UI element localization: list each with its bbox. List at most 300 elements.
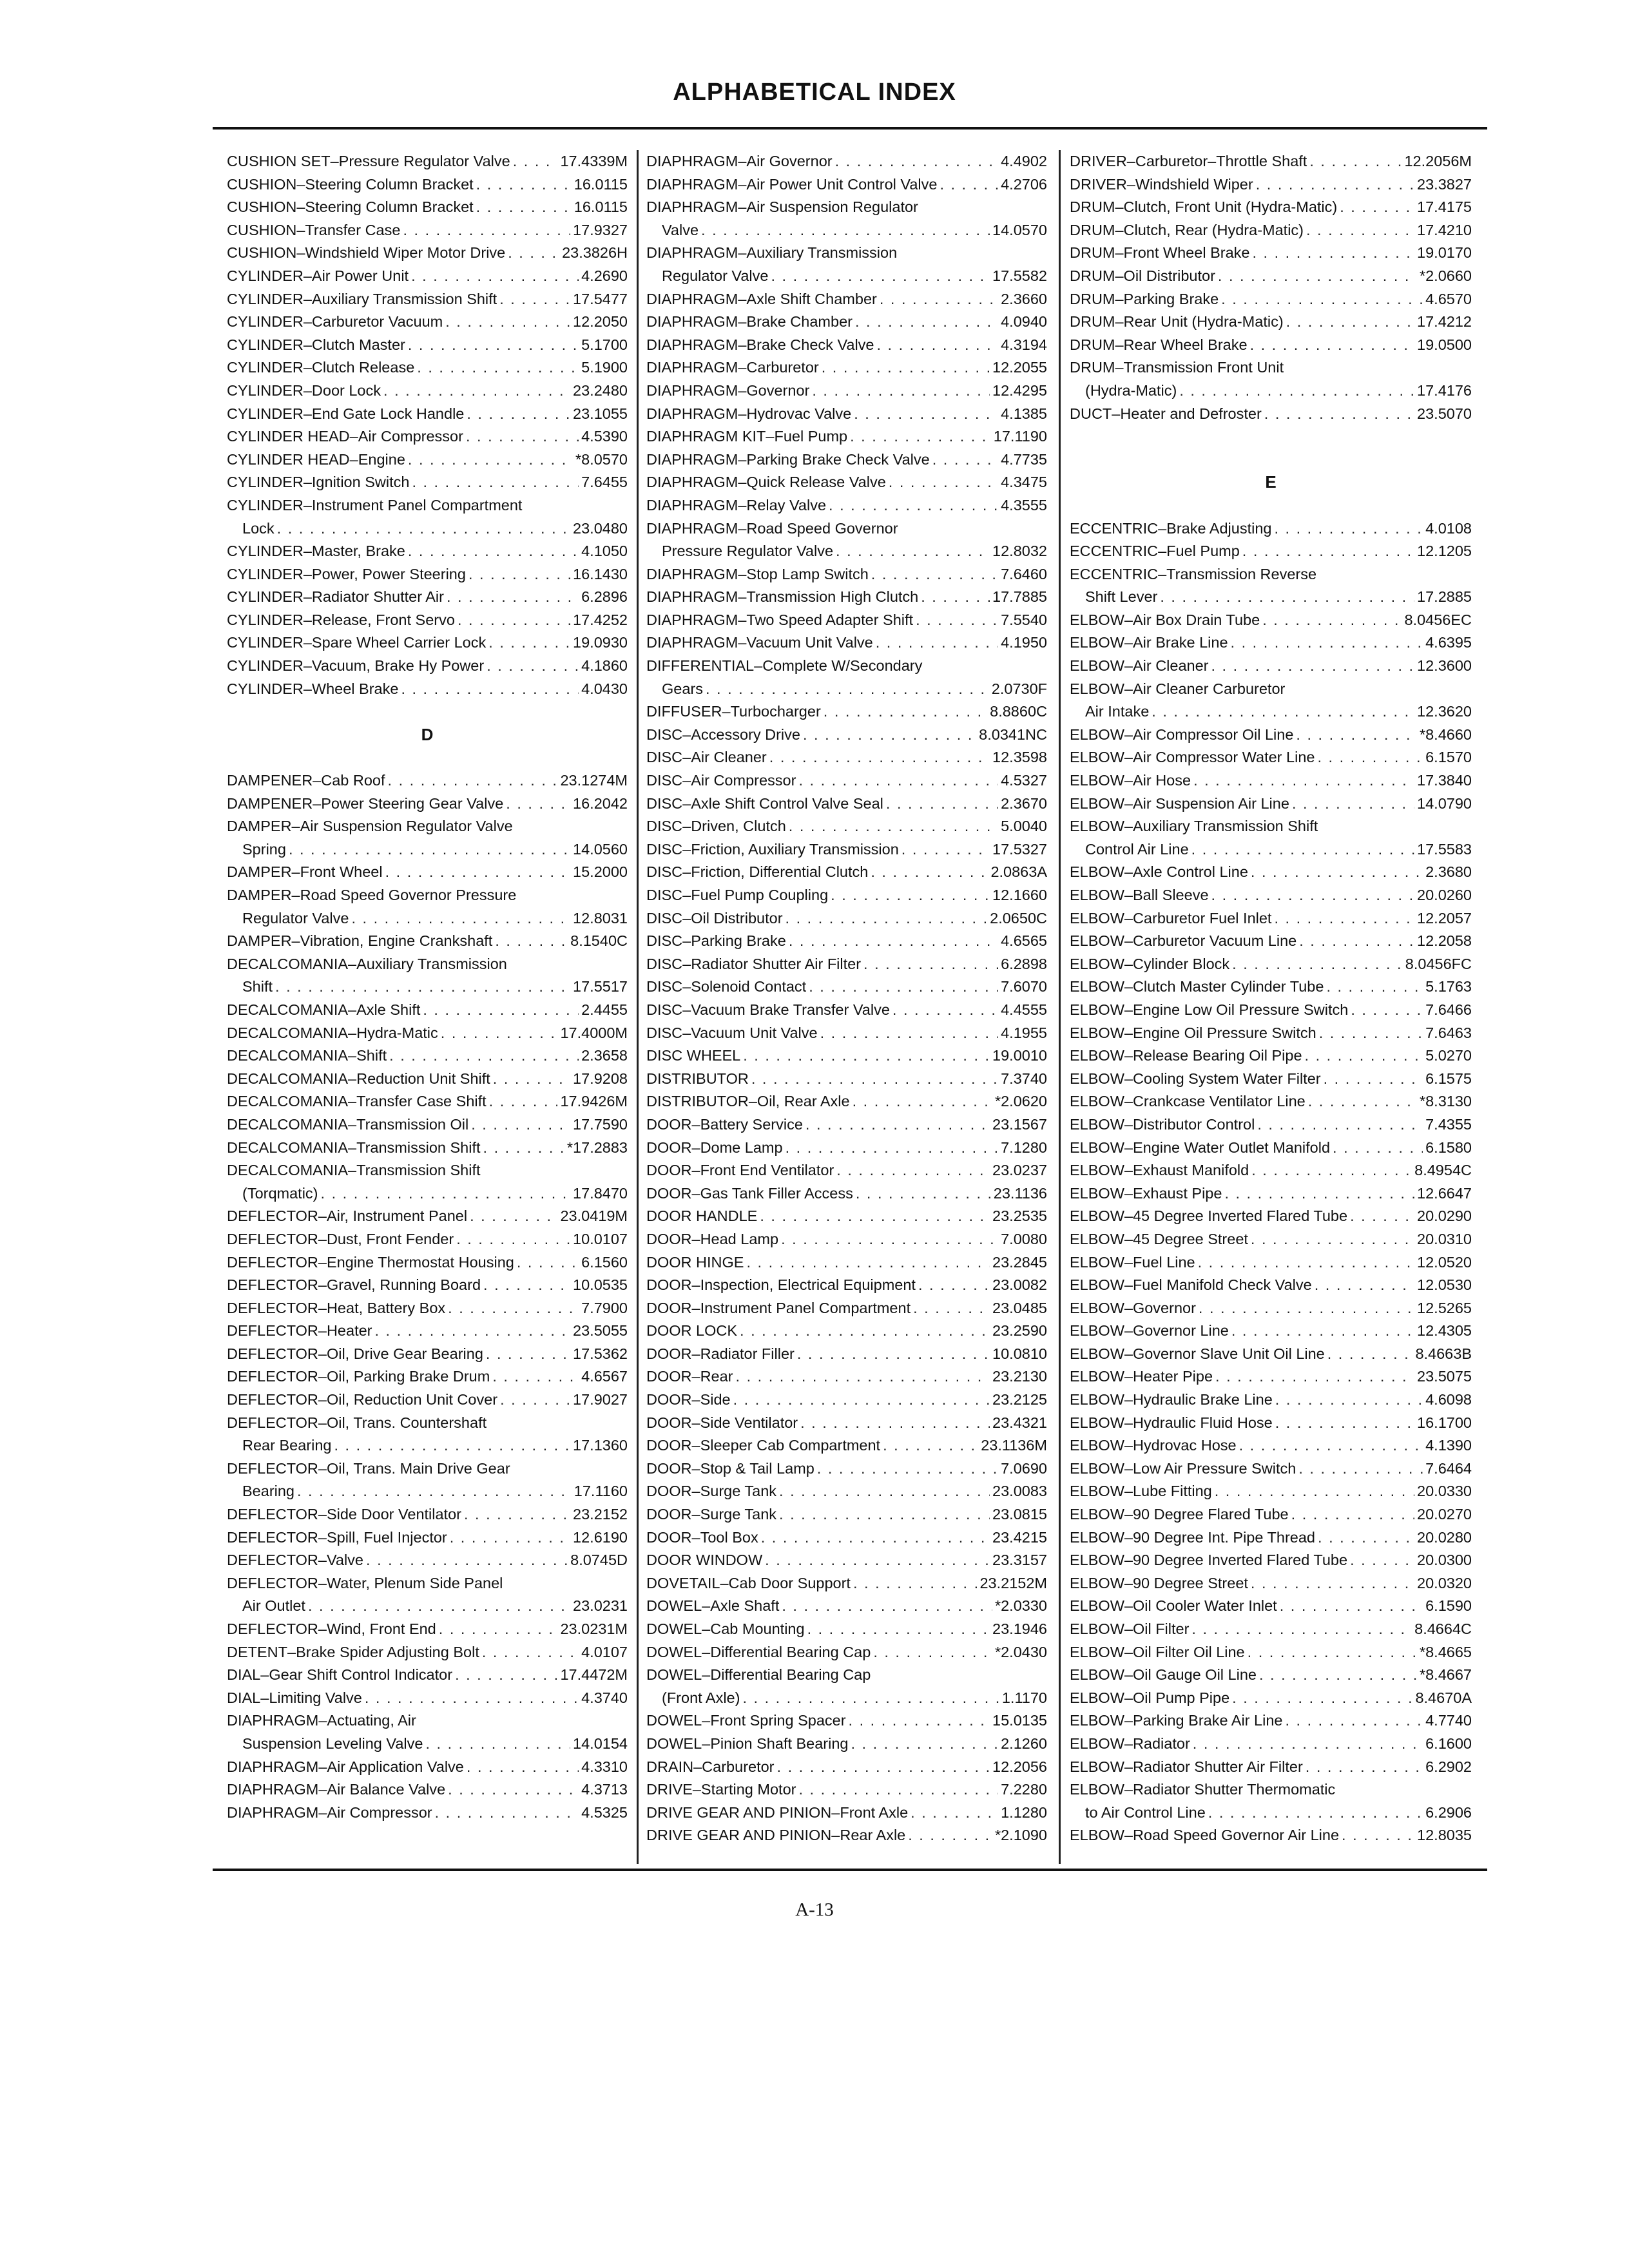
index-entry-heading: DIAPHRAGM–Road Speed Governor	[646, 519, 898, 537]
entry-reference: 8.0745D	[570, 1552, 628, 1569]
entry-reference: 12.6647	[1417, 1184, 1472, 1202]
entry-reference: 12.2057	[1417, 909, 1472, 927]
index-entry	[1070, 975, 1472, 999]
entry-reference: 6.1580	[1425, 1139, 1472, 1156]
index-entry	[1070, 1618, 1472, 1641]
dot-leader	[466, 425, 579, 448]
dot-leader	[1275, 1412, 1414, 1435]
index-entry	[1070, 1733, 1472, 1756]
dot-leader	[482, 1641, 579, 1664]
index-entry	[227, 793, 628, 816]
entry-name: ELBOW–45 Degree Street	[1070, 1230, 1248, 1247]
entry-reference: 6.2902	[1425, 1758, 1472, 1775]
entry-name: ELBOW–Ball Sleeve	[1070, 887, 1209, 903]
index-entry	[646, 769, 1047, 793]
entry-reference: 7.1280	[1001, 1139, 1047, 1156]
entry-reference: 23.1567	[992, 1115, 1047, 1133]
dot-leader	[467, 1756, 579, 1779]
entry-name: DRUM–Rear Unit (Hydra-Matic)	[1070, 313, 1284, 331]
entry-reference: 20.0270	[1417, 1506, 1472, 1523]
entry-name: DOOR–Battery Service	[646, 1115, 803, 1133]
entry-reference: 12.2056	[992, 1758, 1047, 1775]
entry-reference: *8.3130	[1419, 1093, 1472, 1110]
entry-reference: 5.0270	[1425, 1047, 1472, 1064]
dot-leader	[450, 1526, 570, 1550]
index-entry-heading: DRUM–Transmission Front Unit	[1070, 359, 1284, 376]
entry-name: ECCENTRIC–Fuel Pump	[1070, 543, 1240, 560]
dot-leader	[275, 975, 570, 999]
entry-name: CUSHION–Steering Column Bracket	[227, 175, 474, 193]
entry-name: CYLINDER–Door Lock	[227, 381, 381, 399]
entry-reference: 12.2058	[1417, 932, 1472, 950]
entry-reference: 7.7900	[581, 1299, 628, 1316]
entry-name: DIAPHRAGM–Air Compressor	[227, 1803, 432, 1821]
index-entry	[646, 150, 1047, 173]
dot-leader	[789, 930, 998, 953]
index-entry	[646, 1572, 1047, 1595]
entry-reference: 5.0040	[1001, 818, 1047, 835]
dot-leader	[458, 609, 570, 632]
index-entry	[646, 746, 1047, 769]
entry-name: ELBOW–Air Compressor Oil Line	[1070, 726, 1294, 743]
entry-name: DRIVE–Starting Motor	[646, 1781, 796, 1798]
entry-name: Gears	[662, 680, 703, 697]
entry-reference: 17.2885	[1417, 588, 1472, 606]
index-entry	[227, 242, 628, 265]
entry-name: DOOR–Head Lamp	[646, 1230, 779, 1247]
entry-reference: 4.2706	[1001, 175, 1047, 193]
entry-name: DIAPHRAGM–Transmission High Clutch	[646, 588, 919, 606]
index-entry	[646, 448, 1047, 472]
dot-leader	[1231, 631, 1423, 655]
index-entry	[227, 540, 628, 563]
entry-reference: 4.1390	[1425, 1437, 1472, 1454]
entry-name: ELBOW–Exhaust Manifold	[1070, 1162, 1249, 1179]
index-entry-heading: DIFFERENTIAL–Complete W/Secondary	[646, 657, 923, 675]
index-entry	[227, 609, 628, 632]
entry-reference: 17.9027	[573, 1391, 628, 1408]
entry-name: DEFLECTOR–Heater	[227, 1322, 372, 1340]
entry-name: DOOR–Rear	[646, 1368, 733, 1385]
index-entry	[227, 1274, 628, 1297]
entry-reference: 4.6570	[1425, 290, 1472, 307]
index-entry	[646, 311, 1047, 334]
dot-leader	[760, 1205, 990, 1228]
dot-leader	[829, 494, 998, 517]
index-entry	[1070, 150, 1472, 173]
dot-leader	[455, 1664, 557, 1687]
index-entry	[1070, 1709, 1472, 1733]
entry-name: DEFLECTOR–Spill, Fuel Injector	[227, 1528, 447, 1546]
dot-leader	[1309, 150, 1402, 173]
dot-leader	[733, 1389, 990, 1412]
entry-reference: 8.8860C	[990, 703, 1047, 720]
entry-reference: 23.0231M	[560, 1620, 628, 1637]
entry-name: DOOR–Tool Box	[646, 1528, 758, 1546]
index-entry	[646, 494, 1047, 517]
entry-reference: 20.0260	[1417, 887, 1472, 903]
entry-name: Suspension Leveling Valve	[242, 1735, 423, 1752]
entry-reference: 17.5362	[573, 1345, 628, 1362]
dot-leader	[1208, 1802, 1423, 1825]
entry-reference: 17.9208	[573, 1070, 628, 1087]
index-entry	[227, 265, 628, 288]
entry-reference: 23.4321	[992, 1414, 1047, 1431]
entry-name: ELBOW–90 Degree Inverted Flared Tube	[1070, 1552, 1348, 1569]
entry-name: Rear Bearing	[242, 1437, 332, 1454]
index-entry	[227, 1365, 628, 1389]
index-entry	[646, 815, 1047, 838]
entry-name: DISC–Parking Brake	[646, 932, 786, 950]
dot-leader	[1275, 1389, 1423, 1412]
entry-name: DIAPHRAGM–Relay Valve	[646, 496, 827, 514]
entry-reference: 8.4663B	[1415, 1345, 1472, 1362]
index-entry	[646, 838, 1047, 861]
entry-reference: 23.2152M	[979, 1574, 1047, 1591]
entry-name: ELBOW–Radiator	[1070, 1735, 1190, 1752]
dot-leader	[901, 838, 990, 861]
dot-leader	[782, 1595, 992, 1618]
index-entry	[646, 1595, 1047, 1618]
dot-leader	[932, 448, 998, 472]
index-entry	[646, 173, 1047, 197]
index-entry	[1070, 242, 1472, 265]
index-entry	[646, 1618, 1047, 1641]
dot-leader	[761, 1526, 990, 1550]
index-entry	[227, 448, 628, 472]
entry-reference: 12.3600	[1417, 657, 1472, 675]
index-entry	[227, 1205, 628, 1228]
entry-reference: 20.0320	[1417, 1574, 1472, 1591]
entry-reference: 2.3680	[1425, 863, 1472, 881]
dot-leader	[464, 1503, 570, 1526]
index-entry-continuation	[646, 540, 1047, 563]
dot-leader	[1315, 1274, 1414, 1297]
index-entry-heading: DIAPHRAGM–Actuating, Air	[227, 1712, 416, 1729]
entry-name: DIAPHRAGM–Hydrovac Valve	[646, 405, 852, 422]
entry-name: DAMPER–Front Wheel	[227, 863, 383, 881]
entry-reference: 6.1575	[1425, 1070, 1472, 1087]
entry-name: DISC–Vacuum Unit Valve	[646, 1024, 818, 1041]
dot-leader	[499, 288, 570, 311]
index-entry	[1070, 930, 1472, 953]
dot-leader	[940, 173, 998, 197]
section-letter: E	[1265, 472, 1277, 492]
dot-leader	[1291, 1503, 1414, 1526]
entry-name: DAMPER–Vibration, Engine Crankshaft	[227, 932, 493, 950]
dot-leader	[1251, 1159, 1412, 1182]
entry-name: ELBOW–Oil Gauge Oil Line	[1070, 1666, 1257, 1684]
entry-reference: 6.1590	[1425, 1597, 1472, 1615]
entry-reference: 4.1385	[1001, 405, 1047, 422]
entry-reference: 6.1600	[1425, 1735, 1472, 1752]
dot-leader	[435, 1802, 579, 1825]
index-entry-continuation	[1070, 700, 1472, 724]
entry-reference: 12.0530	[1417, 1276, 1472, 1294]
dot-leader	[1257, 1113, 1423, 1137]
dot-leader	[911, 1802, 998, 1825]
index-entry	[227, 173, 628, 197]
entry-name: CYLINDER–Power, Power Steering	[227, 565, 466, 582]
entry-reference: 8.4670A	[1415, 1689, 1472, 1706]
entry-name: ELBOW–Exhaust Pipe	[1070, 1184, 1222, 1202]
entry-name: CYLINDER–Release, Front Servo	[227, 611, 455, 628]
index-entry	[1070, 1572, 1472, 1595]
entry-name: ELBOW–Engine Water Outlet Manifold	[1070, 1139, 1331, 1156]
index-entry	[646, 334, 1047, 357]
dot-leader	[1179, 380, 1414, 403]
entry-reference: 17.5517	[573, 978, 628, 995]
entry-reference: 20.0290	[1417, 1207, 1472, 1225]
index-entry	[1070, 1044, 1472, 1068]
index-entry-heading: ELBOW–Air Cleaner Carburetor	[1070, 680, 1286, 697]
dot-leader	[1317, 746, 1423, 769]
index-entry	[1070, 1320, 1472, 1343]
entry-reference: 4.1955	[1001, 1024, 1047, 1041]
entry-name: DECALCOMANIA–Shift	[227, 1047, 387, 1064]
entry-name: DIAPHRAGM–Quick Release Valve	[646, 474, 886, 491]
entry-name: DEFLECTOR–Dust, Front Fender	[227, 1230, 454, 1247]
entry-name: ELBOW–Hydraulic Brake Line	[1070, 1391, 1273, 1408]
entry-reference: 17.5582	[992, 267, 1047, 284]
entry-reference: 1.1280	[1001, 1803, 1047, 1821]
entry-reference: 23.0485	[992, 1299, 1047, 1316]
entry-name: ELBOW–Carburetor Vacuum Line	[1070, 932, 1297, 950]
entry-name: DOWEL–Pinion Shaft Bearing	[646, 1735, 849, 1752]
entry-name: DEFLECTOR–Wind, Front End	[227, 1620, 436, 1637]
dot-leader	[769, 746, 990, 769]
index-entry-heading: CYLINDER–Instrument Panel Compartment	[227, 496, 523, 514]
dot-leader	[1191, 1618, 1412, 1641]
dot-leader	[423, 999, 579, 1022]
index-entry	[1070, 1457, 1472, 1481]
entry-name: DIAPHRAGM–Air Balance Valve	[227, 1781, 446, 1798]
index-entry	[227, 1022, 628, 1045]
entry-reference: 5.1700	[581, 336, 628, 353]
index-entry-continuation	[1070, 380, 1472, 403]
dot-leader	[408, 334, 579, 357]
dot-leader	[822, 356, 990, 380]
entry-name: DIAPHRAGM–Air Application Valve	[227, 1758, 464, 1775]
index-entry-continuation	[646, 219, 1047, 242]
index-entry	[1070, 1549, 1472, 1572]
entry-reference: 14.0570	[992, 221, 1047, 238]
index-entry	[646, 793, 1047, 816]
index-entry-continuation	[227, 975, 628, 999]
index-entry	[227, 471, 628, 494]
index-entry	[646, 1137, 1047, 1160]
entry-name: DOOR–Surge Tank	[646, 1483, 777, 1500]
entry-reference: 2.4455	[581, 1001, 628, 1018]
dot-leader	[807, 1618, 990, 1641]
dot-leader	[736, 1365, 990, 1389]
entry-name: DOOR HANDLE	[646, 1207, 758, 1225]
entry-name: ELBOW–Air Cleaner	[1070, 657, 1209, 675]
index-entry-continuation	[227, 1182, 628, 1206]
entry-name: ELBOW–90 Degree Street	[1070, 1574, 1248, 1591]
entry-name: DIAPHRAGM–Air Governor	[646, 153, 833, 169]
index-entry	[227, 1137, 628, 1160]
index-entry	[1070, 724, 1472, 747]
index-entry	[646, 1205, 1047, 1228]
dot-leader	[1251, 861, 1423, 884]
entry-name: Control Air Line	[1085, 840, 1189, 858]
index-entry-heading: DEFLECTOR–Water, Plenum Side Panel	[227, 1574, 503, 1591]
dot-leader	[850, 425, 991, 448]
index-entry	[227, 1113, 628, 1137]
entry-reference: 7.6466	[1425, 1001, 1472, 1018]
index-entry	[227, 1503, 628, 1526]
entry-reference: 4.6098	[1425, 1391, 1472, 1408]
dot-leader	[1308, 1090, 1417, 1113]
dot-leader	[836, 540, 990, 563]
entry-name: DAMPENER–Power Steering Gear Valve	[227, 794, 504, 812]
dot-leader	[1215, 1365, 1414, 1389]
index-entry	[1070, 1756, 1472, 1779]
index-entry-heading: ELBOW–Radiator Shutter Thermomatic	[1070, 1781, 1336, 1798]
entry-name: DRAIN–Carburetor	[646, 1758, 775, 1775]
entry-reference: 23.4215	[992, 1528, 1047, 1546]
dot-leader	[425, 1733, 570, 1756]
entry-reference: 12.8035	[1417, 1827, 1472, 1844]
dot-leader	[908, 1824, 992, 1847]
entry-name: ELBOW–Heater Pipe	[1070, 1368, 1213, 1385]
dot-leader	[476, 173, 572, 197]
dot-leader	[751, 1068, 998, 1091]
entry-name: DETENT–Brake Spider Adjusting Bolt	[227, 1643, 479, 1660]
entry-reference: *2.0430	[994, 1643, 1047, 1660]
entry-reference: 4.5325	[581, 1803, 628, 1821]
entry-name: DRUM–Parking Brake	[1070, 290, 1219, 307]
index-entry	[646, 1802, 1047, 1825]
entry-name: DEFLECTOR–Side Door Ventilator	[227, 1506, 461, 1523]
entry-reference: 23.1274M	[560, 772, 628, 789]
entry-reference: 12.2056M	[1404, 153, 1472, 169]
entry-reference: 8.4664C	[1414, 1620, 1472, 1637]
column-divider	[637, 150, 639, 1864]
entry-name: DRIVE GEAR AND PINION–Rear Axle	[646, 1827, 906, 1844]
dot-leader	[1262, 609, 1402, 632]
entry-name: DIFFUSER–Turbocharger	[646, 703, 821, 720]
entry-name: DECALCOMANIA–Transmission Oil	[227, 1115, 469, 1133]
dot-leader	[771, 265, 990, 288]
entry-name: ELBOW–Crankcase Ventilator Line	[1070, 1093, 1306, 1110]
index-entry	[227, 403, 628, 426]
index-entry	[1070, 540, 1472, 563]
entry-name: DISC–Vacuum Brake Transfer Valve	[646, 1001, 890, 1018]
entry-reference: 4.6395	[1425, 634, 1472, 651]
entry-reference: 4.2690	[581, 267, 628, 284]
spacer	[227, 746, 628, 769]
dot-leader	[403, 219, 570, 242]
index-entry-heading: DOWEL–Differential Bearing Cap	[646, 1666, 871, 1684]
entry-name: DOVETAIL–Cab Door Support	[646, 1574, 851, 1591]
entry-name: DISC–Friction, Auxiliary Transmission	[646, 840, 899, 858]
entry-reference: 19.0170	[1417, 244, 1472, 262]
dot-leader	[470, 1205, 557, 1228]
entry-reference: 12.8032	[992, 543, 1047, 560]
index-entry	[646, 1733, 1047, 1756]
entry-name: Bearing	[242, 1483, 294, 1500]
index-entry	[1070, 1503, 1472, 1526]
entry-name: CYLINDER–Master, Brake	[227, 543, 405, 560]
index-entry-heading: DAMPER–Air Suspension Regulator Valve	[227, 818, 513, 835]
dot-leader	[1191, 838, 1414, 861]
entry-reference: 2.1260	[1001, 1735, 1047, 1752]
index-entry-heading: DIAPHRAGM–Auxiliary Transmission	[646, 244, 898, 262]
entry-reference: 4.3713	[581, 1781, 628, 1798]
dot-leader	[1305, 1044, 1423, 1068]
dot-leader	[1199, 1297, 1414, 1320]
index-entry-continuation	[646, 265, 1047, 288]
entry-reference: 19.0930	[573, 634, 628, 651]
entry-name: DOWEL–Front Spring Spacer	[646, 1712, 846, 1729]
entry-reference: 17.1190	[993, 428, 1047, 445]
dot-leader	[1218, 265, 1417, 288]
index-entry	[646, 1297, 1047, 1320]
dot-leader	[1251, 1228, 1414, 1251]
entry-reference: 17.4210	[1417, 221, 1472, 238]
index-entry	[1070, 1159, 1472, 1182]
entry-reference: 4.0430	[581, 680, 628, 697]
dot-leader	[1251, 1572, 1414, 1595]
entry-name: ELBOW–Air Compressor Water Line	[1070, 749, 1315, 766]
entry-reference: 7.6455	[581, 474, 628, 491]
dot-leader	[824, 700, 987, 724]
entry-name: ELBOW–Oil Filter Oil Line	[1070, 1643, 1245, 1660]
entry-reference: 20.0330	[1417, 1483, 1472, 1500]
entry-reference: 10.0810	[992, 1345, 1047, 1362]
dot-leader	[831, 884, 990, 907]
entry-reference: 8.1540C	[570, 932, 628, 950]
entry-name: ELBOW–Fuel Line	[1070, 1253, 1195, 1271]
entry-name: ELBOW–Air Box Drain Tube	[1070, 611, 1260, 628]
entry-reference: *8.4667	[1419, 1666, 1472, 1684]
entry-reference: 7.6070	[1001, 978, 1047, 995]
dot-leader	[779, 1503, 990, 1526]
entry-reference: 5.1900	[581, 359, 628, 376]
dot-leader	[1193, 769, 1414, 793]
entry-reference: 12.8031	[573, 909, 628, 927]
entry-reference: 4.0940	[1001, 313, 1047, 331]
entry-name: DOOR–Dome Lamp	[646, 1139, 783, 1156]
index-entry	[227, 999, 628, 1022]
entry-reference: 17.9327	[573, 221, 628, 238]
spacer	[227, 700, 628, 724]
entry-reference: 23.0237	[992, 1162, 1047, 1179]
entry-name: Spring	[242, 840, 286, 858]
index-entry	[646, 1274, 1047, 1297]
index-entry	[646, 1068, 1047, 1091]
index-entry	[227, 150, 628, 173]
index-entry	[1070, 1251, 1472, 1274]
dot-leader	[365, 1687, 579, 1710]
dot-leader	[334, 1434, 570, 1457]
dot-leader	[855, 311, 998, 334]
index-entry-heading: DAMPER–Road Speed Governor Pressure	[227, 887, 517, 903]
entry-name: CYLINDER–Carburetor Vacuum	[227, 313, 443, 331]
index-entry	[227, 678, 628, 701]
entry-name: DIAPHRAGM–Brake Chamber	[646, 313, 853, 331]
dot-leader	[487, 655, 579, 678]
dot-leader	[1231, 1320, 1414, 1343]
index-entry	[646, 1251, 1047, 1274]
index-entry	[646, 1457, 1047, 1481]
dot-leader	[743, 1044, 990, 1068]
entry-reference: 7.3740	[1001, 1070, 1047, 1087]
entry-reference: 12.4295	[992, 381, 1047, 399]
index-entry-continuation	[227, 1434, 628, 1457]
